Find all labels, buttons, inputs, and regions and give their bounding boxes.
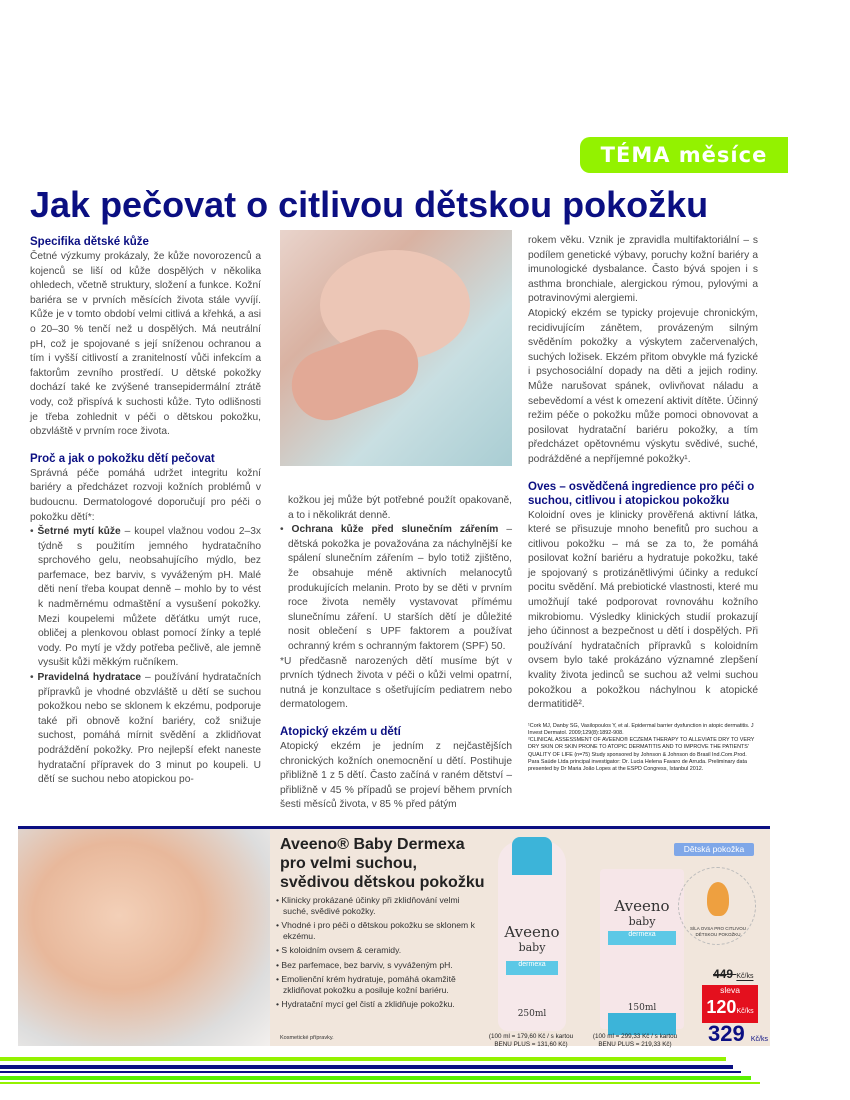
reference: ¹Cork MJ, Danby SG, Vasilopoulos Y, et al. Epidermal barrier dysfunction in atopic dermatitis. J Invest Dermatol. 2009;129(8):1892-908. (528, 722, 754, 737)
wash-gel-bottle (498, 841, 566, 1031)
list-item: • Bez parfemace, bez barviv, s vyváženým pH. (276, 959, 453, 970)
brand-sub: baby (628, 915, 656, 928)
volume: 250ml (517, 1009, 547, 1019)
list-item: • Vhodné i pro péči o dětskou pokožku se sklonem k ekzému. (276, 920, 475, 941)
decor-line (0, 1071, 741, 1073)
column-2 (280, 494, 512, 813)
heading-oats: Oves – osvědčená ingredience pro péči o suchou, citlivou i atopickou pokožku (528, 480, 755, 507)
baby-leg-cream-photo (280, 230, 512, 466)
page-title: Jak pečovat o citlivou dětskou pokožku (30, 184, 709, 225)
paragraph: Četné výzkumy prokázaly, že kůže novorozenců a kojenců se liší od kůže dospělých v několika ohledech, včetně struktury, složení a funkce. Kožní bariéra se v prvních měsících života stále vyvíjí. Kůže je v tomto období velmi citlivá a křehká, a asi o 20–30 % tenčí než u dospělých. Má neutrální pH, což je spojované s její sníženou ochranou a tím i vyšší citlivostí a zranitelností vůči infekcím a faktorům zevního prostředí. U dětské pokožky dochází také ke zvýšené transepidermální ztrátě vody, což přispívá k suchosti kůže. Tyto odlišnosti je třeba zohlednit v péči o dětskou pokožku, obzvláště v prvním roce života. (30, 251, 261, 438)
product-advert (18, 826, 770, 1046)
volume: 150ml (627, 1003, 657, 1013)
paragraph: rokem věku. Vznik je zpravidla multifaktoriální – s podílem genetické výbavy, poruchy kožní bariéry a imunologické dysbalance. Často bývá spojen i s asthma bronchiale, alergickou rýmou, pylovými a potravinovými alergiemi. (528, 235, 758, 305)
decor-line (0, 1082, 760, 1084)
brand-logo: Aveeno (614, 897, 670, 915)
oat-icon (707, 882, 729, 916)
decor-line (0, 1065, 733, 1069)
list-item: • Šetrné mytí kůže – koupel vlažnou vodou 2–3x týdně s použitím jemného hydratačního sprchového gelu, neobsahujícího mýdlo, bez parfemace, bez barviv, s vyváženým pH. Malé děti není třeba koupat denně – mohlo by to vést k nadměrnému odmaštění a vysušení pokožky. Mezi koupelemi můžete děťátku umýt ruce, obličej a plenkovou oblast pomocí žínky a teplé vody. Po mytí je vždy potřeba pečlivě, ale jemně vysušit kůži měkkým ručníkem. (30, 526, 261, 669)
price-note-gel: (100 ml = 179,60 Kč / s kartou BENU PLUS = 131,60 Kč) (488, 1033, 574, 1048)
old-price: 449 Kč/ks (713, 967, 754, 981)
discount-badge: sleva 120Kč/ks (702, 985, 758, 1023)
baby-photo (18, 829, 270, 1046)
brand-logo: Aveeno (504, 923, 560, 941)
paragraph: Správná péče pomáhá udržet integritu kožní bariéry a předcházet rozvoji kožních problémů v budoucnu. Dermatologové doporučují pro péči o pokožku dětí*: (30, 467, 261, 523)
price-note-cream: (100 ml = 299,33 Kč / s kartou BENU PLUS = 219,33 Kč) (592, 1033, 678, 1048)
cosmetics-note: Kosmetické přípravky. (280, 1035, 334, 1041)
heading-skin-specifics: Specifika dětské kůže (30, 236, 149, 248)
product-label: dermexa (506, 961, 558, 975)
decor-line (0, 1076, 751, 1080)
column-1 (30, 235, 261, 788)
list-item: • S koloidním ovsem & ceramidy. (276, 945, 402, 955)
heading-atopic-eczema: Atopický ekzém u dětí (280, 725, 401, 738)
list-item: • Klinicky prokázané účinky při zklidňování velmi suché, svědivé pokožky. (276, 895, 460, 916)
product-label: dermexa (608, 931, 676, 945)
ad-bullets (276, 895, 486, 1014)
category-badge: Dětská pokožka (674, 843, 754, 856)
brand-sub: baby (518, 941, 546, 954)
reference: ²CLINICAL ASSESSMENT OF AVEENO® ECZEMA THERAPY TO ALLEVIATE DRY TO VERY DRY SKIN OR SKIN PRONE TO ATOPIC DERMATITIS AND TO IMPROVE THE PATIENTS' QUALITY OF LIFE (n=75) Study sponsored by Johnson & Johnson do Brasil Ind.Com.Prod. Para Saúde Ltda principal investigator: Dr. Lucia Helena Favaro de Arruda. Preliminary data presented by Dr Maria João Lopes at the ESPD Congress, Istanbul 2012. (528, 737, 755, 773)
heading-why-how: Proč a jak o pokožku dětí pečovat (30, 452, 215, 465)
section-tag: TÉMA měsíce (580, 137, 788, 173)
list-item: • Pravidelná hydratace – používání hydratačních přípravků je vhodné obzvláště u dětí se suchou pokožkou nebo se sklonem k ekzému, podporuje také při obnově kožní bariéry, což snižuje suchost, pomáhá mírnit svědění a zklidňovat podráždění pokožky. Pro nejlepší efekt naneste hydratační přípravek do 3 minut po koupeli. U dětí se suchou nebo atopickou po- (30, 672, 261, 786)
column-3 (528, 234, 758, 773)
decor-line (0, 1057, 726, 1061)
list-item: • Hydratační mycí gel čistí a zklidňuje pokožku. (276, 999, 455, 1009)
references (528, 723, 758, 773)
paragraph: Atopický ekzém je jedním z nejčastějších chronických kožních onemocnění u dětí. Postihuje přibližně 1 z 5 dětí. Často začíná v raném dětství – přibližně v 45 % případů se projeví během prvních šesti měsíců života, v 85 % před pátým (280, 740, 512, 811)
ad-title: Aveeno® Baby Dermexa pro velmi suchou, svědivou dětskou pokožku (280, 836, 485, 891)
cream-tube (600, 869, 684, 1029)
paragraph: kožkou jej může být potřebné použít opakovaně, a to i několikrát denně. (288, 495, 512, 521)
paragraph: Koloidní oves je klinicky prověřená aktivní látka, které se přisuzuje mnoho benefitů pro suchou a citlivou pokožku – má se za to, že pomáhá posilovat kožní bariéru a hydratuje pokožku, také je spojovaný s protizánětlivými účinky a redukcí pocitu svědění. Má prebiotické vlastnosti, které mu umožňují také podporovat rovnováhu kožního mikrobiomu. Výsledky klinických studií prokazují jeho účinnost a bezpečnost u dětí i dospělých. Při používání hydratačních přípravků s koloidním ovsem bylo také prokázáno významné zlepšení kvality života jedinců se suchou až velmi suchou pokožkou a pokožkou náchylnou k atopické dermatitidě². (528, 509, 758, 711)
footnote: *U předčasně narozených dětí musíme být v prvních týdnech života v péči o kůži velmi opatrní, nutná je konzultace s ošetřujícím pediatrem nebo dermatologem. (280, 655, 512, 711)
new-price: 329 Kč/ks (708, 1021, 768, 1046)
list-item: • Emolienční krém hydratuje, pomáhá okamžitě zklidňovat pokožku a posiluje kožní bariéru. (276, 974, 456, 995)
oat-seal: SÍLA OVSA PRO CITLIVOU DĚTSKOU POKOŽKU (678, 867, 756, 945)
paragraph: Atopický ekzém se typicky projevuje chronickým, recidivujícím zánětem, provázeným silným svěděním pokožky a výskytem začervenalých, suchých ložisek. Ekzém přitom obvykle má fyzické i psychosociální dopady na děti a jejich rodiny. Může narušovat spánek, ovlivňovat náladu a sebevědomí a vést k omezení aktivit dítěte. Účinný režim péče o pokožku může pomoci obnovovat a posilovat hydratační bariéru pokožky, a tím předcházet opětovnému výskytu svědivé, suché, podrážděné a nepříjemné pokožky¹. (528, 307, 758, 465)
list-item: • Ochrana kůže před slunečním zářením – dětská pokožka je považována za náchylnější ke spálení slunečním zářením – bylo totiž zjištěno, že obsahuje méně aktivních melanocytů produkujících melanin. Proto by se děti v prvním roce života neměly vystavovat přímému slunečnímu záření. U starších dětí je důležité nosit oblečení s UPF faktorem a používat ochranný krém s ochranným faktorem (SPF) 50. (280, 524, 513, 652)
